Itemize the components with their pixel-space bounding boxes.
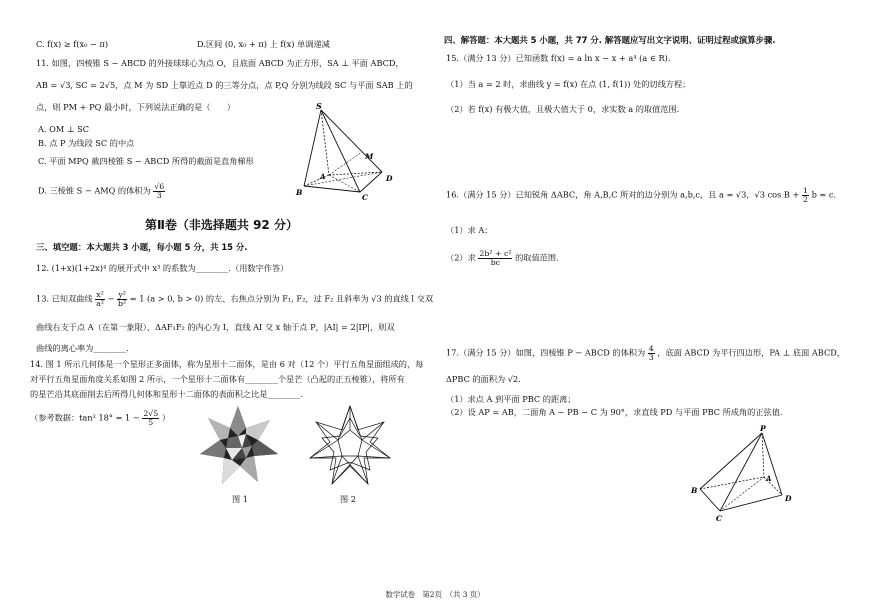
q15-head: 15.（满分 13 分）已知函数 f(x) = a ln x − x + a⁴ (a ∈ R).	[446, 53, 671, 63]
frac-num: y²	[118, 290, 126, 299]
label-c: C	[716, 514, 722, 523]
q13-line2: 曲线右支于点 A（在第一象限），ΔAF₁F₂ 的内心为 I，直线 AI 交 x 轴于点 P，|AI| = 2|IP|，则双	[36, 322, 395, 332]
label-p: P	[760, 424, 766, 433]
q17-part1: （1）求点 A 到平面 PBC 的距离；	[446, 394, 576, 404]
q17-line2: ΔPBC 的面积为 √2.	[446, 374, 521, 384]
label-m: M	[365, 152, 374, 161]
section4-heading: 四、解答题：本大题共 5 小题，共 77 分. 解答题应写出文字说明、证明过程或演算步骤.	[444, 35, 776, 45]
q16-text-pre: 16.（满分 15 分）已知锐角 ΔABC，角 A,B,C 所对的边分别为 a,b,c，且 a = √3，√3 cos B +	[446, 189, 800, 200]
frac-den: a²	[96, 299, 104, 309]
q14-line3: 的星芒沿其底面削去后所得几何体和星形十二面体的表面积之比是________.	[30, 389, 303, 399]
q15-part1: （1）当 a = 2 时，求曲线 y = f(x) 在点 (1, f(1)) 处的切线方程；	[446, 79, 691, 89]
frac-den: 2	[802, 195, 808, 205]
label-d: D	[386, 174, 393, 183]
q11-line1: 11. 如图，四棱锥 S − ABCD 的外接球球心为点 O，且底面 ABCD 为正方形，SA ⊥ 平面 ABCD，	[36, 58, 404, 68]
option-d-prev: D.区间 (0, x₀ + π) 上 f(x) 单调递减	[197, 39, 330, 49]
q12: 12. (1+x)(1+2x)⁴ 的展开式中 x³ 的系数为________.（用数字作答）	[36, 263, 289, 273]
q17-head	[446, 345, 845, 362]
q17-fraction	[648, 345, 655, 362]
q17-part2: （2）设 AP = AB，二面角 A − PB − C 为 90°，求直线 PD 与平面 PBC 所成角的正弦值.	[446, 407, 783, 417]
pyramid-figure-q11	[292, 102, 404, 202]
frac-den: 3	[648, 353, 654, 363]
star-dodecahedron-figure2	[308, 404, 392, 488]
reference-data	[30, 410, 170, 427]
q16-part2-fraction	[478, 250, 512, 267]
figure1-caption: 图 1	[232, 494, 248, 504]
q11-option-b: B. 点 P 为线段 SC 的中点	[38, 138, 135, 148]
label-d: D	[785, 494, 792, 503]
q16-part2-post: 的取值范围.	[515, 252, 559, 263]
q13-line1	[36, 291, 433, 308]
frac-num: 1	[802, 186, 808, 195]
frac-num: 4	[648, 344, 654, 353]
q13-frac-y	[117, 291, 127, 308]
q16-text-post: b = c.	[811, 189, 837, 200]
q11-option-c: C. 平面 MPQ 截四棱锥 S − ABCD 所得的截面是直角梯形	[38, 156, 254, 166]
q16-fraction	[802, 187, 809, 204]
frac-den: 3	[156, 191, 162, 201]
pyramid-figure-q17	[690, 423, 802, 523]
frac-den: b²	[118, 299, 127, 309]
q15-part2: （2）若 f(x) 有极大值，且极大值大于 0，求实数 a 的取值范围.	[446, 104, 680, 114]
label-c: C	[362, 193, 368, 202]
ref-fraction	[142, 410, 159, 427]
q14-line1: 14. 图 1 所示几何体是一个星形正多面体，称为星形十二面体，是由 6 对（12 个）平行五角星面组成的，每	[30, 359, 424, 369]
q11-option-d-fraction	[153, 183, 165, 200]
figure2-caption: 图 2	[340, 494, 356, 504]
star-dodecahedron-figure1	[196, 404, 280, 488]
q17-text-post: ，底面 ABCD 为平行四边形，PA ⊥ 底面 ABCD，	[657, 347, 845, 358]
q17-text-pre: 17.（满分 15 分）如图，四棱锥 P − ABCD 的体积为	[446, 347, 646, 358]
label-b: B	[691, 486, 698, 495]
q11-option-d-text: D. 三棱锥 S − AMQ 的体积为	[38, 185, 151, 196]
q13-minus: −	[107, 293, 115, 304]
q16-head	[446, 187, 836, 204]
q14-line2: 对平行五角星面角度关系如图 2 所示，一个星形十二面体有________个星芒（凸起的正五棱锥），将所有	[30, 374, 405, 384]
q11-option-d	[38, 183, 165, 200]
label-s: S	[316, 102, 322, 111]
q13-frac-x	[95, 291, 105, 308]
ref-text-pre: （参考数据：tan² 18° = 1 −	[30, 412, 140, 423]
q16-part1: （1）求 A；	[446, 225, 493, 235]
q16-part2-pre: （2）求	[446, 252, 476, 263]
label-b: B	[296, 188, 303, 197]
q11-line3: 点，则 PM + PQ 最小时，下列说法正确的是（ ）	[36, 102, 235, 112]
frac-num: 2b² + c²	[479, 249, 512, 258]
q13-line3: 曲线的离心率为________.	[36, 343, 129, 353]
part2-title: 第Ⅱ卷（非选择题共 92 分）	[145, 218, 298, 232]
q13-text-pre: 13. 已知双曲线	[36, 293, 93, 304]
frac-num: √6	[154, 182, 165, 191]
frac-num: 2√5	[143, 409, 159, 418]
q13-text-post: = 1 (a > 0, b > 0) 的左、右焦点分别为 F₁, F₂，过 F₂ 且斜率为 √3 的直线 l 交双	[129, 293, 434, 304]
frac-num: x²	[96, 290, 104, 299]
page-footer: 数学试卷 第2页 （共 3 页）	[385, 590, 485, 599]
label-a: A	[766, 474, 772, 483]
q11-option-a: A. OM ⊥ SC	[38, 124, 89, 134]
frac-den: bc	[490, 258, 501, 268]
frac-den: 5	[148, 418, 154, 428]
option-c-prev: C. f(x) ≥ f(x₀ − π)	[36, 39, 109, 49]
q16-part2	[446, 250, 559, 267]
section3-heading: 三、填空题：本大题共 3 小题，每小题 5 分，共 15 分.	[36, 242, 248, 252]
q11-line2: AB = √3, SC = 2√5，点 M 为 SD 上靠近点 D 的三等分点，点 P,Q 分别为线段 SC 与平面 SAB 上的	[36, 80, 413, 90]
label-a: A	[320, 172, 326, 181]
ref-text-post: ）	[161, 412, 171, 423]
